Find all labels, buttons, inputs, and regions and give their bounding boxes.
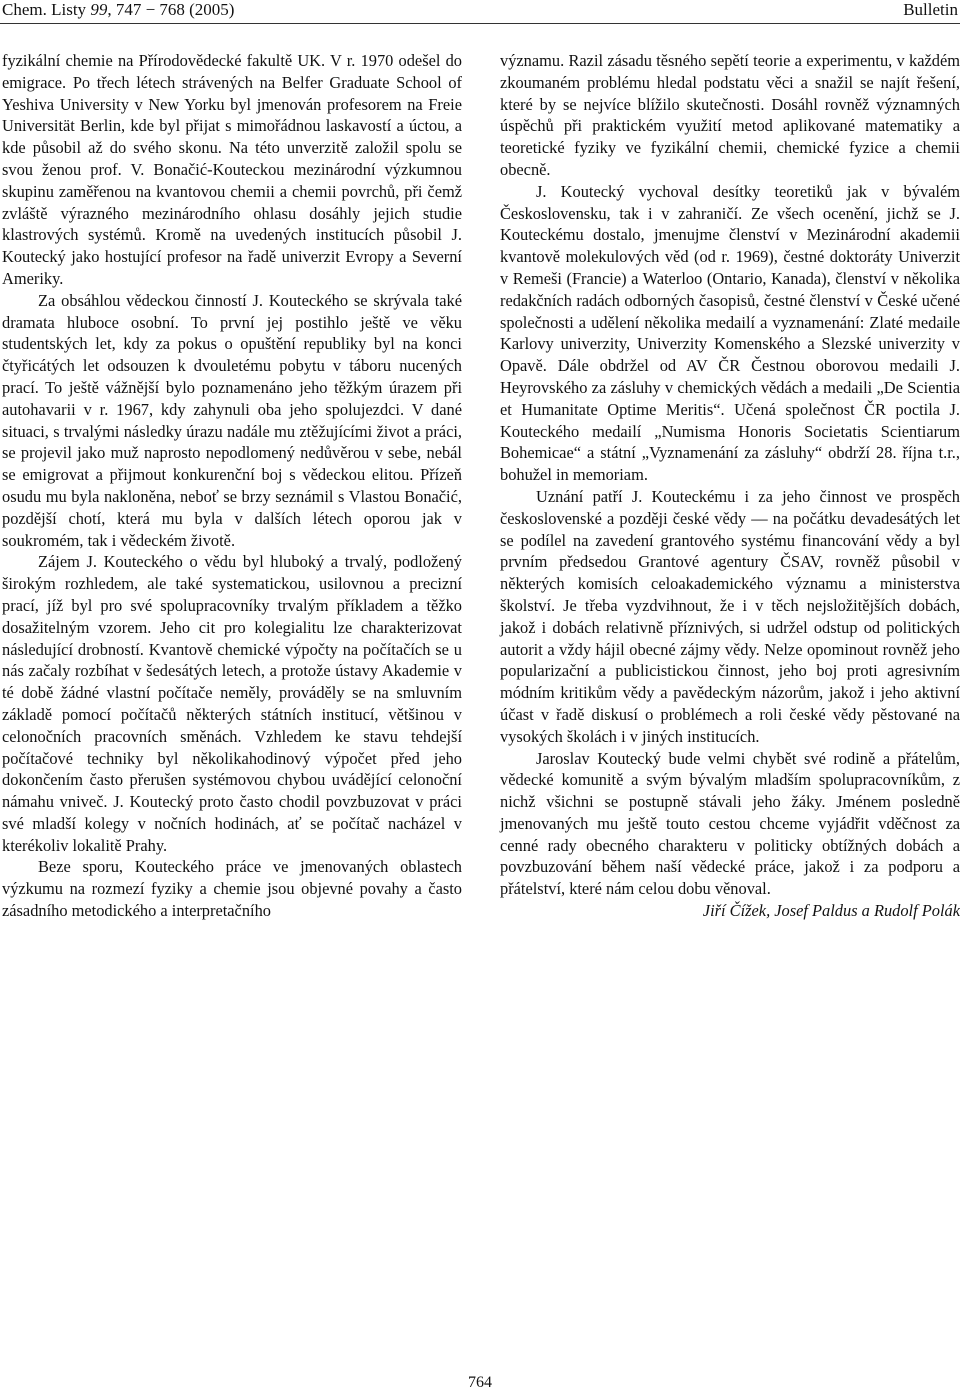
paragraph: významu. Razil zásadu těsného sepětí teorie a experimentu, v každém zkoumaném problému hledal podstatu věci a snažil se najít řešení, které by se nejvíce blížilo skutečnosti. Dosáhl rovněž významných úspěchů při praktickém využití metod aplikované matematiky a teoretické fyziky ve fyzikální chemii, chemické fyzice a chemii obecně. bbox=[500, 51, 960, 179]
paragraph: Uznání patří J. Kouteckému i za jeho činnost ve prospěch československé a později české vědy — na počátku devadesátých let se podílel na zavedení grantového systému financování vědy a byl prvním předsedou Grantové agentury ČSAV, rovněž působil v některých komisích celoakademického významu a ministerstva školství. Je třeba vyzdvihnout, že i v těch nejsložitějších dobách, jakož i dobách relativně příznivých, si udržel odstup od politických autorit a vždy hájil obecné zájmy vědy. Nelze opominout rovněž jeho popularizační a publicistickou činnost, jeho boj proti agresivním módním kritikům vědy a pavědeckým názorům, jakož i jeho aktivní účast v řadě diskusí o problémech a roli české vědy pěstované na vysokých školách i v jiných institucích. bbox=[500, 486, 960, 746]
right-column bbox=[500, 50, 960, 922]
paragraph: fyzikální chemie na Přírodovědecké fakultě UK. V r. 1970 odešel do emigrace. Po třech létech strávených na Belfer Graduate School of Yeshiva University v New Yorku byl jmenován profesorem na Freie Universität Berlin, kde byl přijat s mimořádnou laskavostí a úctou, a kde působil až do svého skonu. Na této unverzitě založil spolu se svou ženou prof. V. Bonačić-Kouteckou mezinárodní výzkumnou skupinu zaměřenou na kvantovou chemii a chemii povrchů, při čemž zvláště výrazného mezinárodního ohlasu dosáhly jejich studie klastrových systémů. Kromě na uvedených institucích působil J. Koutecký jako hostující profesor na řadě univerzit Evropy a Severní Ameriky. bbox=[2, 51, 462, 288]
paragraph: Jaroslav Koutecký bude velmi chybět své rodině a přátelům, vědecké komunitě a svým bývalým mladším spolupracovníkům, z nichž všichni se postupně stávali jeho žáky. Jménem posledně jmenovaných mu ještě touto cestou chceme vyjádřit vděčnost za cenné rady obecného charakteru v politicky obtížných dobách a povzbuzování během naší vědecké práce, jakož i za podporu a přátelství, které nám celou dobu věnoval. bbox=[500, 748, 960, 899]
page-number: 764 bbox=[468, 1374, 492, 1391]
header-rule bbox=[0, 23, 960, 24]
paragraph: Zájem J. Kouteckého o vědu byl hluboký a trvalý, podložený širokým rozhledem, ale také systematickou, usilovnou a precizní prací, jíž byl pro své spolupracovníky trvalým příkladem a těžko dosažitelným vzorem. Jeho cit pro kolegialitu lze charakterizovat následující drobností. Kvantově chemické výpočty na počítačích se u nás začaly rozbíhat v šedesátých letech, a protože ústavy Akademie v té době žádné vlastní počítače neměly, prováděly se na smluvním základě pomocí počítačů některých státních institucí, většinou v celonočních pracovních směnách. Vzhledem ke stavu tehdejší počítačové techniky byl několikahodinový výpočet před jeho dokončením často přerušen systémovou chybou uvádějící celonoční námahu vniveč. J. Koutecký proto často chodil povzbuzovat v práci své mladší kolegy v nočních hodinách, ať se počítač nacházel v kterékoliv lokalitě Prahy. bbox=[2, 552, 462, 855]
paragraph: Za obsáhlou vědeckou činností J. Kouteckého se skrývala také dramata hluboce osobní. To první jej postihlo ještě ve věku studentských let, kdy za pokus o opuštění republiky byl na konci čtyřicátých let odsouzen k dvouletému pobytu v táboru nucených prací. To ještě vážnější bylo poznamenáno jeho těžkým úrazem při autohavarii v r. 1967, kdy zahynuli oba jeho spolujezdci. V dané situaci, s trvalými následky úrazu nadále mu ztěžujícími život a práci, se projevil jako muž naprosto nepodlomený nedůvěrou v sebe, nebál se emigrovat a přijmout konkurenční boj s vědeckou elitou. Přízeň osudu mu byla nakloněna, neboť se brzy seznámil s Vlastou Bonačić, pozdější chotí, která mu byla v dalších létech oporou jak v soukromém, tak i vědeckém životě. bbox=[2, 290, 462, 550]
paragraph: Beze sporu, Kouteckého práce ve jmenovaných oblastech výzkumu na rozmezí fyziky a chemie jsou objevné povahy a často zásadního metodického a interpretačního bbox=[2, 857, 462, 921]
author-signature: Jiří Čížek, Josef Paldus a Rudolf Polák bbox=[702, 901, 960, 921]
section-name: Bulletin bbox=[903, 0, 958, 19]
journal-citation bbox=[2, 0, 234, 20]
paragraph: J. Koutecký vychoval desítky teoretiků jak v bývalém Československu, tak i v zahraničí. Ze všech ocenění, jichž se J. Kouteckému dostalo, jmenujme členství v Mezinárodní akademii kvantově molekulových věd (od r. 1969), čestné doktoráty Univerzit v Remeši (Francie) a Waterloo (Ontario, Kanada), členství v několika redakčních radách odborných časopisů, čestné členství v České učené společnosti a udělení několika medailí a vyznamenání: Zlaté medaile Karlovy univerzity, Univerzity Komenského a Slezské univerzity v Opavě. Dále obdržel od AV ČR Čestnou oborovou medaili J. Heyrovského za zásluhy v chemických vědách a medaili „De Scientia et Humanitate Optime Meritis“. Učená společnost ČR poctila J. Kouteckého medailí „Numisma Honoris Societatis Scientiarum Bohemicae“ a státní „Vyznamenání za zásluhy“ obdrží 28. října t.r., bohužel in memoriam. bbox=[500, 181, 960, 485]
journal-name: Chem. Listy bbox=[2, 0, 91, 19]
journal-volume: 99 bbox=[90, 0, 108, 19]
running-header bbox=[0, 0, 960, 22]
journal-pages-year: , 747 − 768 (2005) bbox=[107, 0, 235, 19]
left-column bbox=[2, 50, 462, 922]
